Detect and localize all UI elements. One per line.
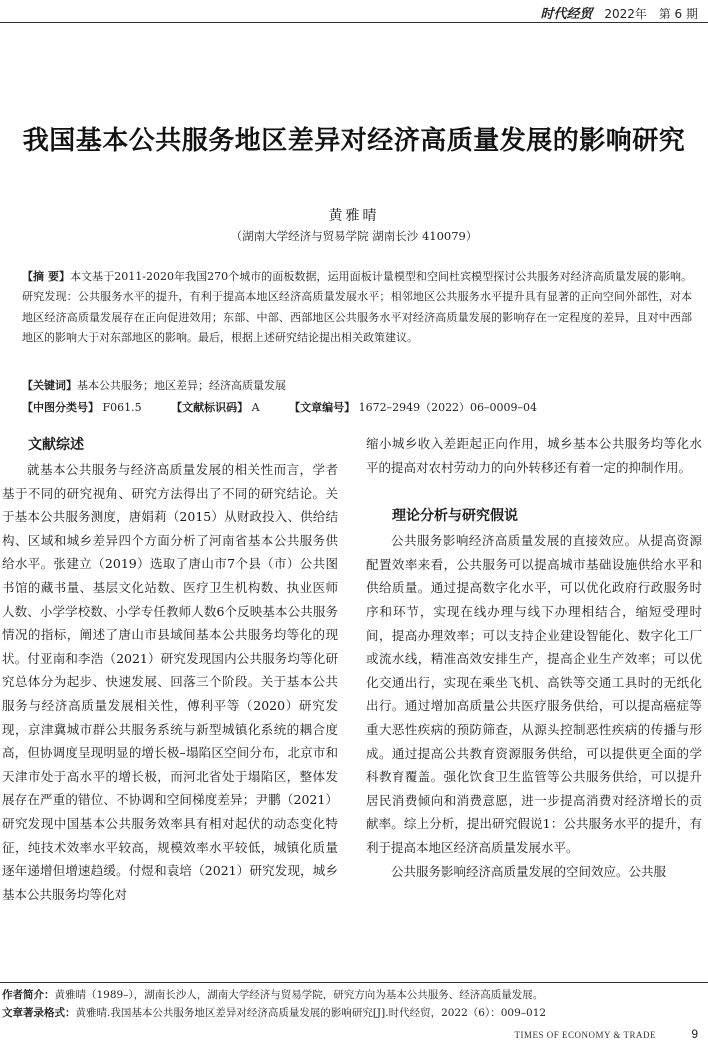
section-heading-literature: 文献综述 — [28, 437, 84, 453]
issue-year: 2022年 — [604, 7, 647, 21]
theory-paragraph-2: 公共服务影响经济高质量发展的空间效应。公共服 — [391, 863, 667, 879]
doc-code-label: 【文献标识码】 — [171, 401, 249, 414]
footer-journal: TIMES OF ECONOMY & TRADE — [514, 1030, 656, 1040]
article-number-label: 【文章编号】 — [289, 401, 356, 414]
citation-label: 文章著录格式： — [2, 1007, 76, 1019]
citation-format — [2, 1005, 702, 1020]
page-number: 9 — [691, 1027, 698, 1041]
keywords-label: 【关键词】 — [22, 379, 77, 392]
section-heading-theory: 理论分析与研究假说 — [392, 508, 518, 525]
clc-value: F061.5 — [102, 401, 142, 414]
author-name: 黄雅晴 — [328, 208, 380, 224]
continued-paragraph: 缩小城乡收入差距起正向作用，城乡基本公共服务均等化水平的提高对农村劳动力的向外转移还有着一定的抑制作用。 — [366, 436, 702, 475]
citation-text: 黄雅晴.我国基本公共服务地区差异对经济高质量发展的影响研究[J].时代经贸，2022（6）：009–012 — [75, 1007, 547, 1019]
keywords — [22, 377, 692, 393]
author-bio — [2, 987, 702, 1002]
article-number-value: 1672–2949（2022）06–0009–04 — [358, 401, 538, 414]
footnote-divider — [0, 982, 708, 983]
right-column — [366, 432, 702, 883]
left-column — [2, 432, 338, 906]
issue-number: 第 6 期 — [658, 7, 698, 21]
classification-line — [22, 399, 692, 415]
abstract-label: 【摘 要】 — [22, 270, 71, 283]
header-info — [541, 3, 698, 22]
clc-label: 【中图分类号】 — [22, 401, 99, 414]
abstract-text: 本文基于2011-2020年我国270个城市的面板数据，运用面板计量模型和空间杜宾模型探讨公共服务对经济高质量发展的影响。研究发现：公共服务水平的提升，有利于提高本地区经济高质量发展水平；相邻地区公共服务水平提升具有显著的正向空间外部性，对本地区经济高质量发展存在正向促进效用；东部、中部、西部地区公共服务水平对经济高质量发展的影响存在一定程度的差异，且对中西部地区的影响大于对东部地区的影响。最后，根据上述研究结论提出相关政策建议。 — [22, 270, 692, 344]
theory-paragraph-1: 公共服务影响经济高质量发展的直接效应。从提高资源配置效率来看，公共服务可以提高城市基础设施供给水平和供给质量。通过提高数字化水平，可以优化政府行政服务时序和环节，实现在线办理与线下办理相结合，缩短受理时间，提高办理效率；可以支持企业建设智能化、数字化工厂或流水线，精准高效安排生产，提高企业生产效率；可以优化交通出行，实现在乘坐飞机、高铁等交通工具时的无纸化出行。通过增加高质量公共医疗服务供给，可以提高癌症等重大恶性疾病的预防筛查，从源头控制恶性疾病的传播与形成。通过提高公共教育资源服务供给，可以提供更全面的学科教育覆盖。强化饮食卫生监管等公共服务供给，可以提升居民消费倾向和消费意愿，进一步提高消费对经济增长的贡献率。综上分析，提出研究假说1：公共服务水平的提升，有利于提高本地区经济高质量发展水平。 — [366, 533, 702, 855]
page-header — [0, 0, 708, 23]
author-affiliation: （湖南大学经济与贸易学院 湖南长沙 410079） — [230, 229, 478, 243]
keywords-text: 基本公共服务；地区差异；经济高质量发展 — [77, 379, 286, 392]
article-title: 我国基本公共服务地区差异对经济高质量发展的影响研究 — [22, 126, 686, 156]
abstract — [22, 267, 692, 348]
doc-code-value: A — [251, 401, 260, 414]
journal-name: 时代经贸 — [540, 7, 593, 22]
bio-label: 作者简介： — [2, 989, 55, 1001]
bio-text: 黄雅晴（1989–），湖南长沙人，湖南大学经济与贸易学院，研究方向为基本公共服务、经济高质量发展。 — [54, 989, 544, 1001]
literature-paragraph: 就基本公共服务与经济高质量发展的相关性而言，学者基于不同的研究视角、研究方法得出了不同的研究结论。关于基本公共服务测度，唐娟莉（2015）从财政投入、供给结构、区域和城乡差异四个方面分析了河南省基本公共服务供给水平。张建立（2019）选取了唐山市7个县（市）公共图书馆的藏书量、基层文化站数、医疗卫生机构数、执业医师人数、小学学校数、小学专任教师人数6个反映基本公共服务情况的指标，阐述了唐山市县域间基本公共服务均等化的现状。付亚南和李浩（2021）研究发现国内公共服务均等化研究总体分为起步、快速发展、回落三个阶段。关于基本公共服务与经济高质量发展相关性，傅利平等（2020）研究发现，京津冀城市群公共服务系统与新型城镇化系统的耦合度高，但协调度呈现明显的增长极–塌陷区空间分布，北京市和天津市处于高水平的增长极，而河北省处于塌陷区，整体发展存在严重的错位、不协调和空间梯度差异；尹鹏（2021）研究发现中国基本公共服务效率具有相对起伏的动态变化特征，纯技术效率水平较高，规模效率水平较低，城镇化质量逐年递增但增速趋缓。付煜和袁培（2021）研究发现，城乡基本公共服务均等化对 — [2, 462, 338, 902]
